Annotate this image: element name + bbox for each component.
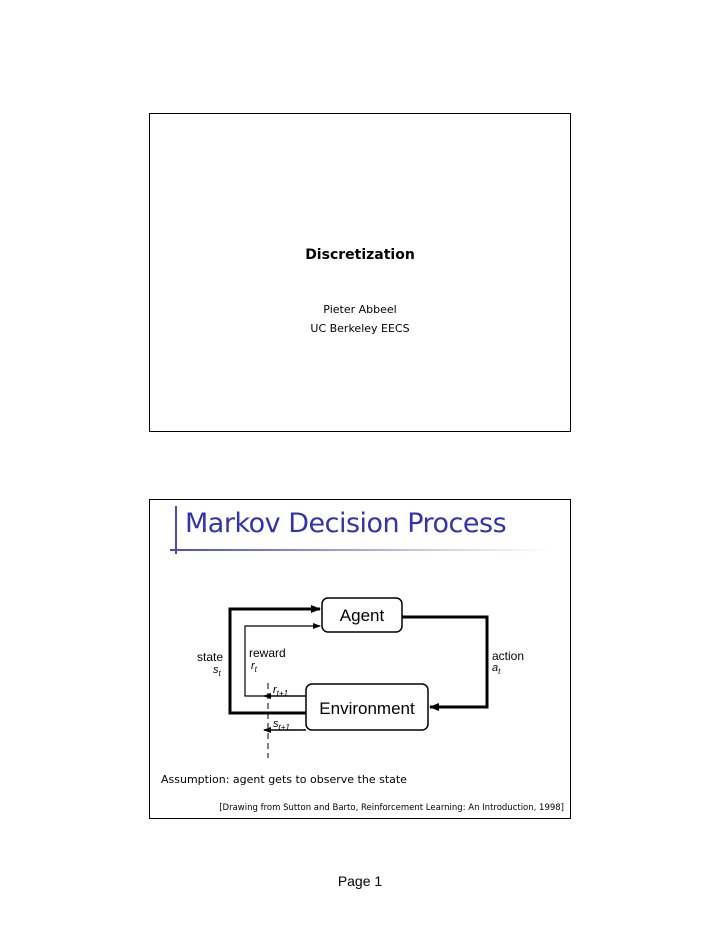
- drawing-credit: [Drawing from Sutton and Barto, Reinforcement Learning: An Introduction, 1998]: [219, 803, 564, 813]
- environment-box: [306, 684, 428, 730]
- agent-label: Agent: [339, 606, 385, 625]
- agent-environment-diagram: [150, 500, 572, 820]
- action-label: action: [492, 649, 525, 663]
- state-label: state: [197, 650, 224, 664]
- next-reward-symbol: $r_{t+1}$: [273, 684, 289, 698]
- reward-symbol: $r_t$: [251, 660, 257, 674]
- slide-title: Markov Decision Process: [185, 508, 507, 539]
- assumption-text: Assumption: agent gets to observe the state: [161, 773, 407, 786]
- title-slide: [149, 113, 571, 432]
- page-number: Page 1: [337, 873, 383, 889]
- agent-box: [322, 598, 402, 632]
- reward-label: reward: [249, 646, 286, 660]
- action-symbol: $a_t$: [492, 662, 501, 676]
- mdp-slide: [149, 499, 571, 819]
- next-state-symbol: $s_{t+1}$: [273, 718, 290, 732]
- environment-label: Environment: [319, 699, 415, 718]
- slide-title: Discretization: [305, 247, 415, 263]
- author-name: Pieter Abbeel: [323, 303, 397, 316]
- state-symbol: $s_t$: [213, 664, 221, 678]
- author-affiliation: UC Berkeley EECS: [310, 322, 410, 335]
